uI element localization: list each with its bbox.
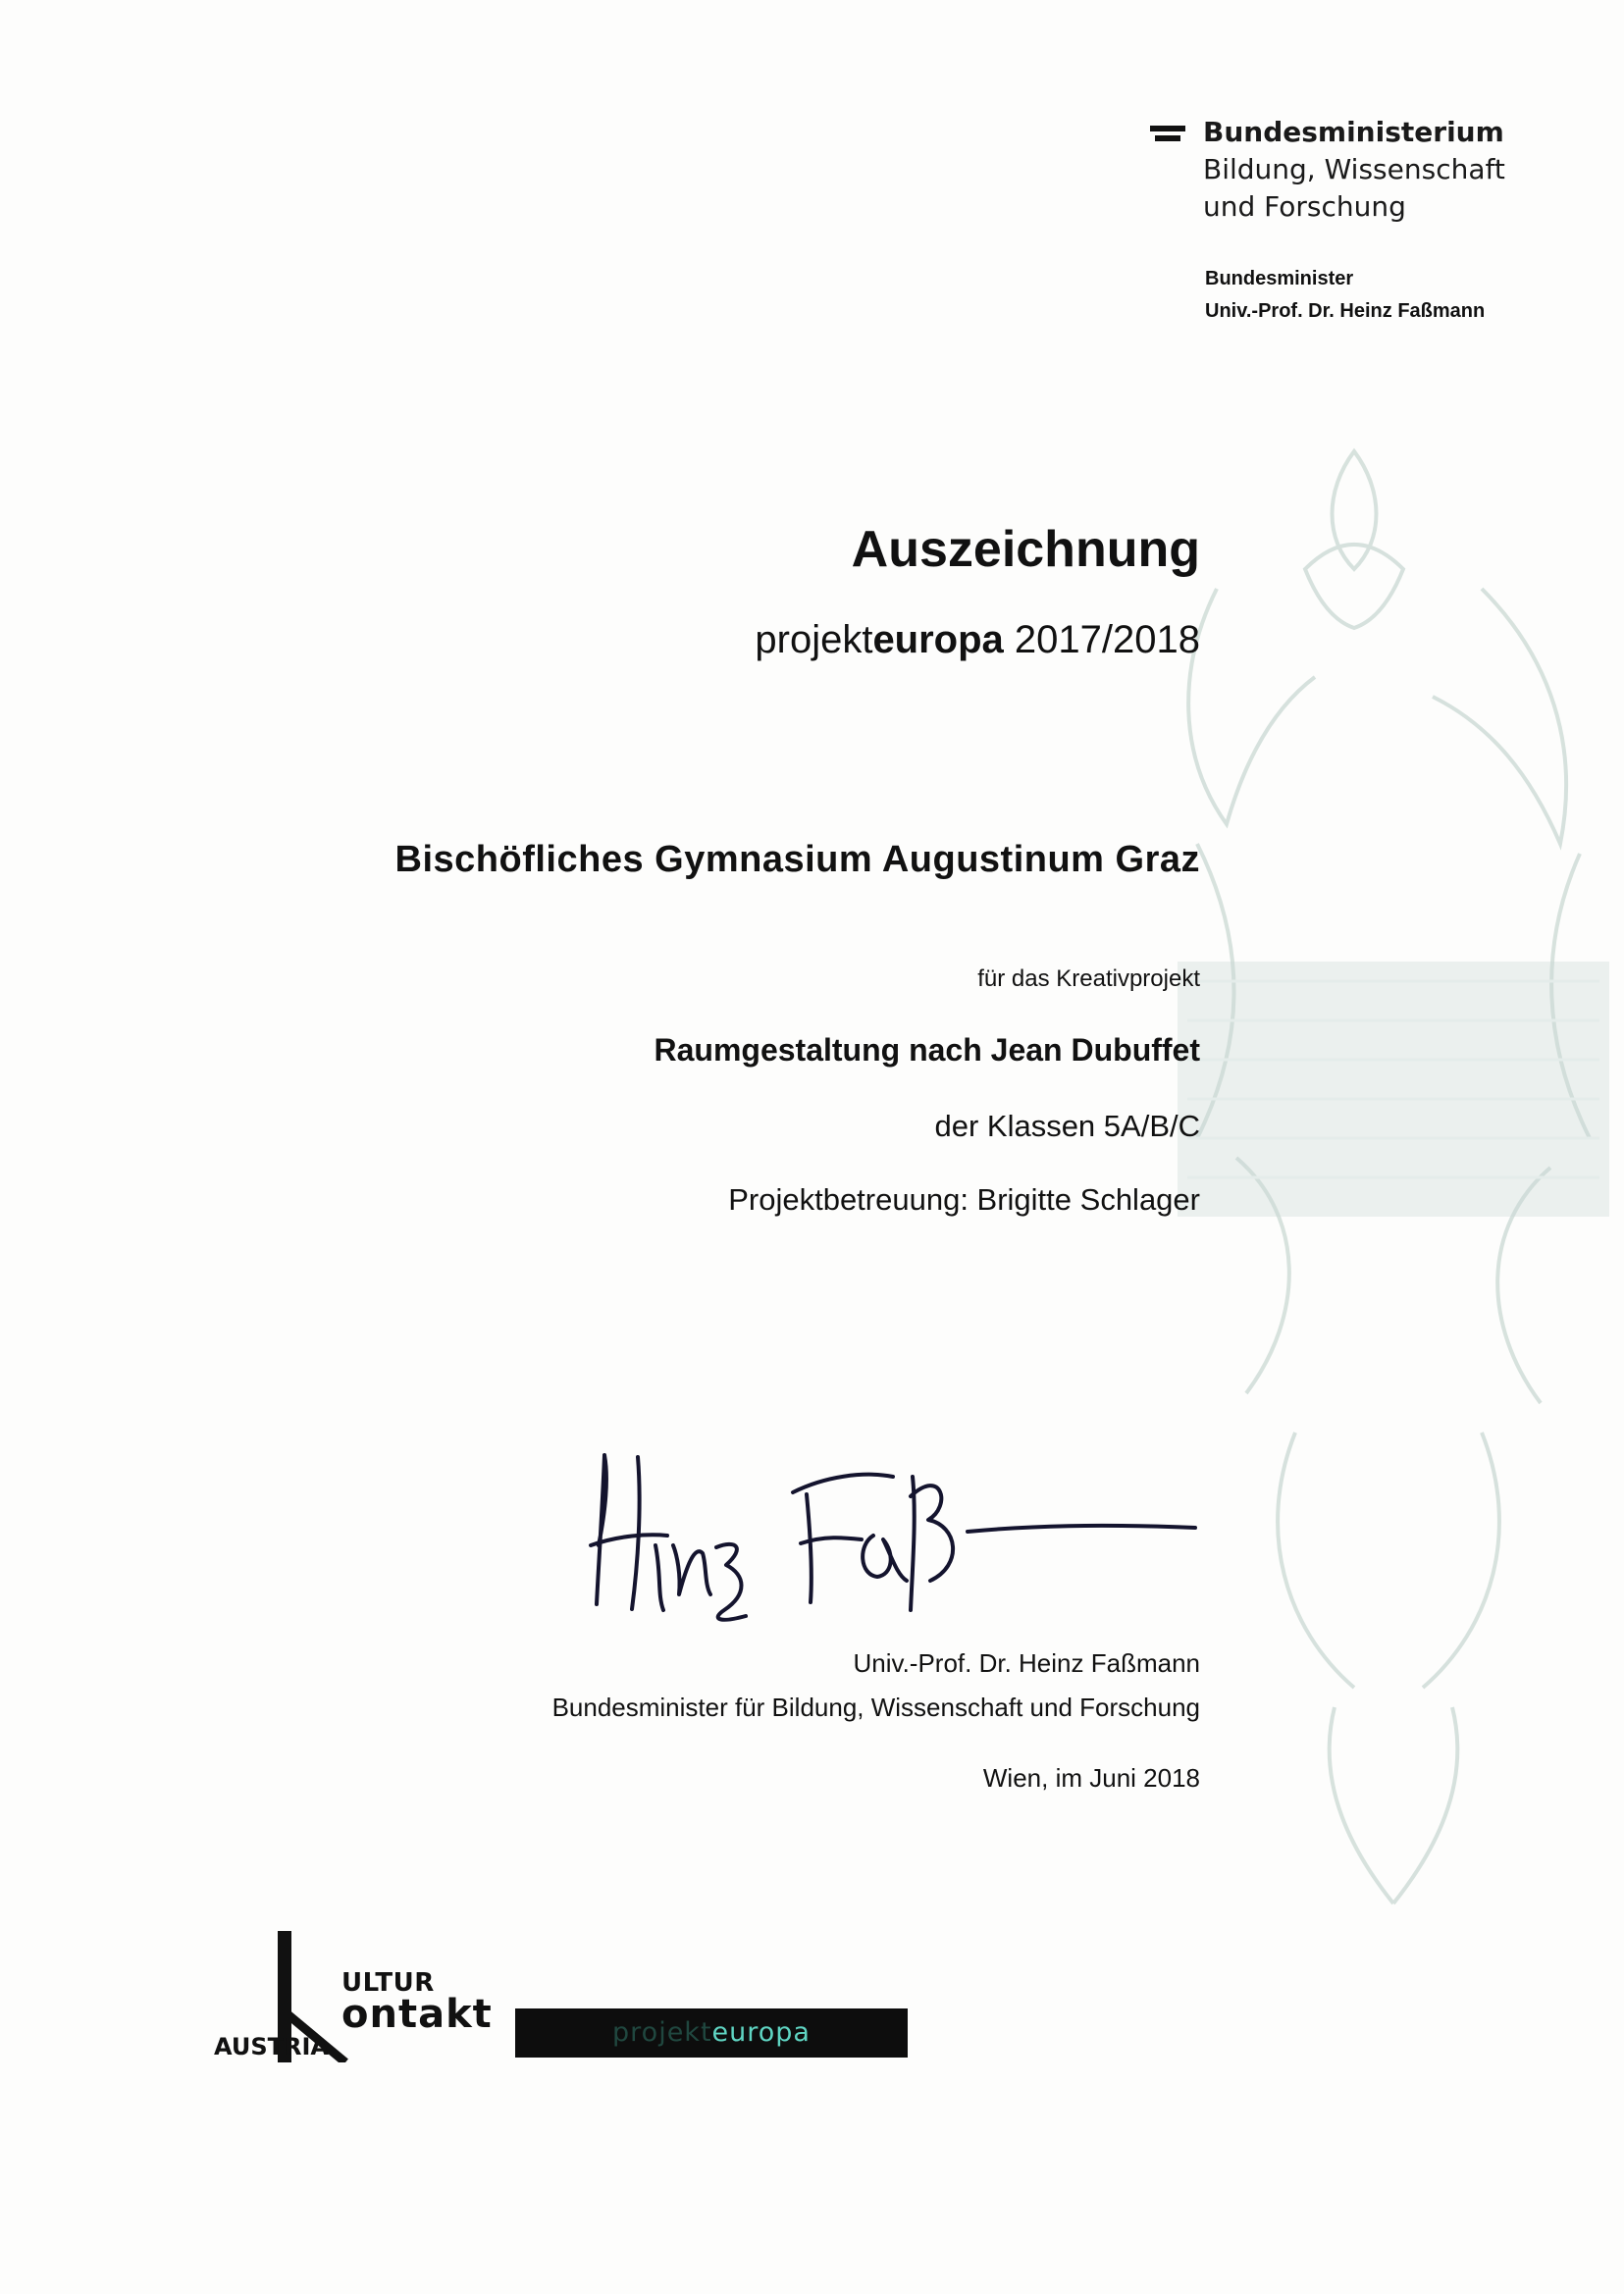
minister-label: Bundesminister xyxy=(1205,268,1354,289)
project-title: Raumgestaltung nach Jean Dubuffet xyxy=(654,1032,1200,1068)
ministry-line-3: und Forschung xyxy=(1203,190,1406,223)
projekteuropa-logo-part1: projekt xyxy=(612,2017,712,2048)
minister-header xyxy=(1205,263,1485,328)
ministry-line-2: Bildung, Wissenschaft xyxy=(1203,153,1505,185)
signer-role: Bundesminister für Bildung, Wissenschaft und Forschung xyxy=(551,1693,1200,1722)
kulturkontakt-logo xyxy=(214,1931,493,2068)
kulturkontakt-ultur: ULTUR xyxy=(341,1968,435,1998)
school-name: Bischöfliches Gymnasium Augustinum Graz xyxy=(394,839,1200,880)
program-bold: europa xyxy=(872,618,1004,661)
signer-name: Univ.-Prof. Dr. Heinz Faßmann xyxy=(853,1648,1200,1678)
kulturkontakt-austria: AUSTRIA xyxy=(214,2033,329,2060)
kulturkontakt-ontakt: ontakt xyxy=(341,1992,493,2037)
classes: der Klassen 5A/B/C xyxy=(934,1109,1200,1143)
eagle-watermark-icon xyxy=(1158,432,1624,1962)
certificate-title: Auszeichnung xyxy=(851,521,1200,578)
program-subtitle xyxy=(755,618,1200,662)
project-type: für das Kreativprojekt xyxy=(977,965,1200,992)
projekteuropa-logo-part2: europa xyxy=(711,2017,811,2048)
projekteuropa-logo xyxy=(515,2008,908,2058)
ministry-name xyxy=(1203,114,1537,226)
program-year: 2017/2018 xyxy=(1003,618,1200,661)
minister-name: Univ.-Prof. Dr. Heinz Faßmann xyxy=(1205,300,1486,322)
place-and-date: Wien, im Juni 2018 xyxy=(982,1763,1200,1793)
project-supervision: Projektbetreuung: Brigitte Schlager xyxy=(728,1182,1200,1217)
program-prefix: projekt xyxy=(755,618,873,661)
ministry-line-1: Bundesministerium xyxy=(1203,116,1504,148)
handwritten-signature xyxy=(579,1437,1207,1624)
austria-flag-icon xyxy=(1150,126,1185,145)
